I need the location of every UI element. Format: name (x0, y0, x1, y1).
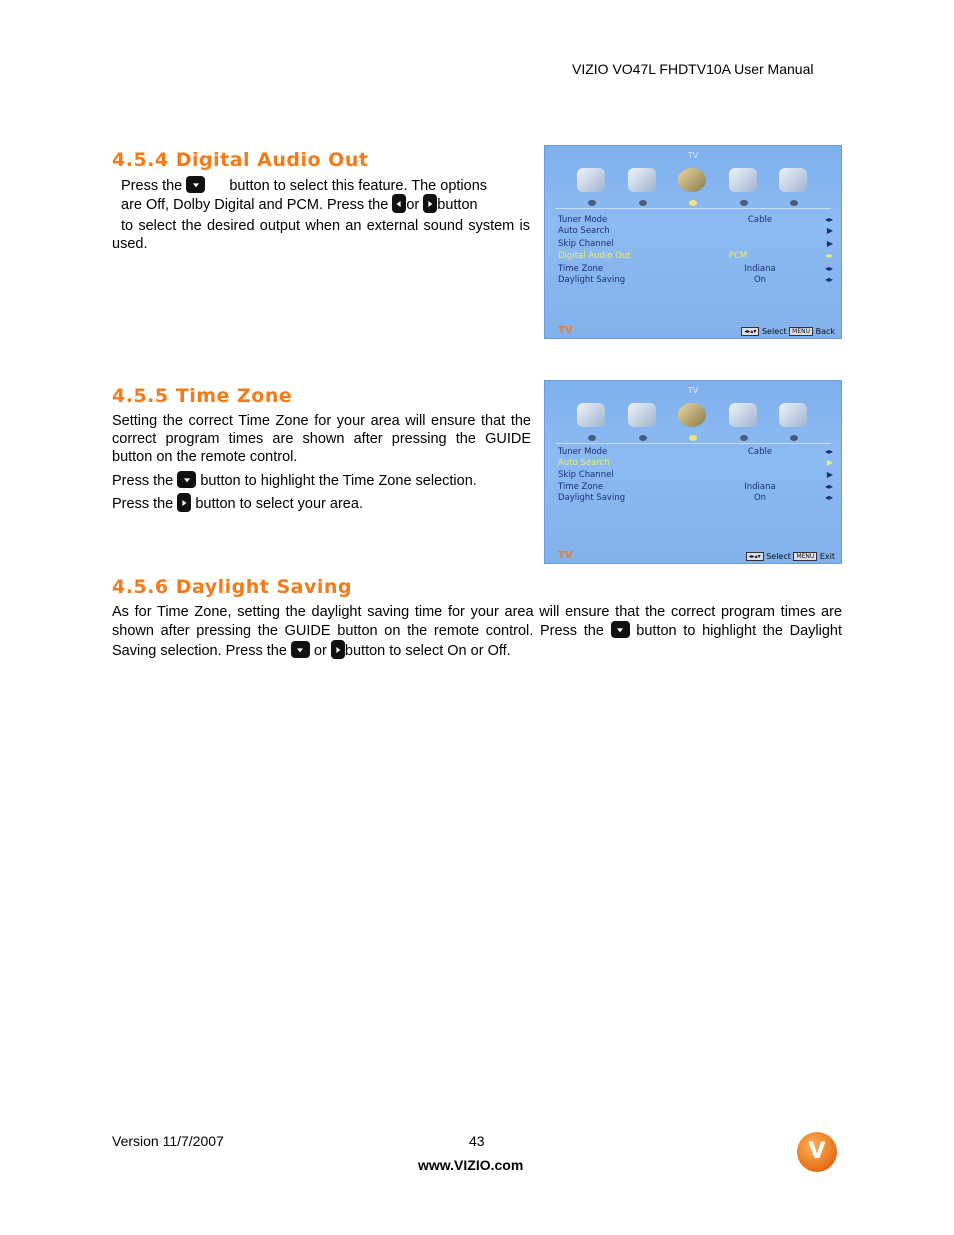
down-arrow-key-icon (291, 641, 310, 658)
time-zone-instruction-1: Press the button to highlight the Time Zone selection. (112, 473, 477, 489)
menu-row-skip-channel: Skip Channel ▶ (558, 239, 833, 249)
section-number: 4.5.6 (112, 576, 169, 598)
down-arrow-key-icon (186, 176, 205, 193)
section-number: 4.5.5 (112, 385, 169, 407)
tv-logo: TV (558, 325, 573, 336)
menu-row-digital-audio-out: Digital Audio Out PCM ◂▸ (558, 251, 833, 261)
website-link[interactable]: www.VIZIO.com (418, 1157, 524, 1173)
manual-header-title: VIZIO VO47L FHDTV10A User Manual (572, 61, 814, 77)
section-heading-time-zone (112, 385, 292, 407)
parental-key-icon (777, 166, 811, 196)
menu-key-icon: MENU (793, 552, 817, 561)
right-arrow-key-icon (331, 640, 345, 659)
daylight-saving-paragraph: As for Time Zone, setting the daylight saving time for your area will ensure that the correct program times are shown after pressing the GUIDE button on the remote control. Press the button to highlight the Daylight Saving selection. Press the or button to select On or Off. (112, 604, 843, 659)
section-title: Daylight Saving (175, 576, 353, 598)
menu-row-time-zone: Time Zone Indiana ◂▸ (558, 264, 833, 274)
vizio-logo-icon: V (797, 1132, 837, 1172)
digital-audio-instructions-line2: are Off, Dolby Digital and PCM. Press the or button (121, 194, 541, 214)
menu-key-icon: MENU (789, 327, 813, 336)
digital-audio-instructions: Press the button to select this feature. The options (121, 178, 488, 194)
audio-icon (626, 401, 660, 431)
menu-row-daylight-saving: Daylight Saving On ◂▸ (558, 275, 833, 285)
audio-icon (626, 166, 660, 196)
version-label: Version 11/7/2007 (112, 1133, 224, 1149)
setup-icon (727, 166, 761, 196)
page-number: 43 (469, 1133, 485, 1149)
menu-row-daylight-saving: Daylight Saving On ◂▸ (558, 493, 833, 503)
menu-footer (545, 549, 841, 563)
setup-icon (727, 401, 761, 431)
right-arrow-key-icon (423, 194, 437, 213)
menu-row-time-zone: Time Zone Indiana ◂▸ (558, 482, 833, 492)
menu-row-auto-search: Auto Search ▶ (558, 226, 833, 236)
tv-menu-screenshot-digital-audio (544, 145, 842, 339)
arrow-keys-icon: ◂▸▴▾ (746, 552, 764, 561)
tv-icon (575, 401, 609, 431)
tv-logo: TV (558, 550, 573, 561)
left-arrow-key-icon (392, 194, 406, 213)
menu-tab-label: TV (687, 151, 699, 160)
section-title: Time Zone (175, 385, 293, 407)
section-title: Digital Audio Out (175, 149, 369, 171)
menu-hint: ◂▸▴▾ Select MENU Back (741, 327, 835, 336)
menu-divider (555, 443, 831, 444)
menu-hint: ◂▸▴▾ Select MENU Exit (746, 552, 835, 561)
tv-menu-screenshot-time-zone (544, 380, 842, 564)
digital-audio-instructions-line3: to select the desired output when an external sound system is used. (112, 218, 530, 252)
menu-row-tuner-mode: Tuner Mode Cable ◂▸ (558, 447, 833, 457)
time-zone-instruction-2: Press the button to select your area. (112, 493, 532, 513)
tv-icon (575, 166, 609, 196)
section-heading-daylight-saving (112, 576, 352, 598)
satellite-icon (676, 401, 710, 431)
menu-row-auto-search: Auto Search ▶ (558, 458, 833, 468)
menu-footer (545, 324, 841, 338)
section-heading-digital-audio-out (112, 149, 368, 171)
down-arrow-key-icon (177, 471, 196, 488)
parental-key-icon (777, 401, 811, 431)
right-arrow-key-icon (177, 493, 191, 512)
section-number: 4.5.4 (112, 149, 169, 171)
arrow-keys-icon: ◂▸▴▾ (741, 327, 759, 336)
menu-row-tuner-mode: Tuner Mode Cable ◂▸ (558, 215, 833, 225)
down-arrow-key-icon (611, 621, 630, 638)
menu-icon-row (575, 401, 811, 431)
satellite-icon (676, 166, 710, 196)
menu-tab-label: TV (687, 386, 699, 395)
time-zone-paragraph: Setting the correct Time Zone for your area will ensure that the correct program times are shown after pressing the GUIDE button on the remote control. (112, 413, 531, 465)
menu-row-skip-channel: Skip Channel ▶ (558, 470, 833, 480)
menu-icon-row (575, 166, 811, 196)
menu-divider (555, 208, 831, 209)
